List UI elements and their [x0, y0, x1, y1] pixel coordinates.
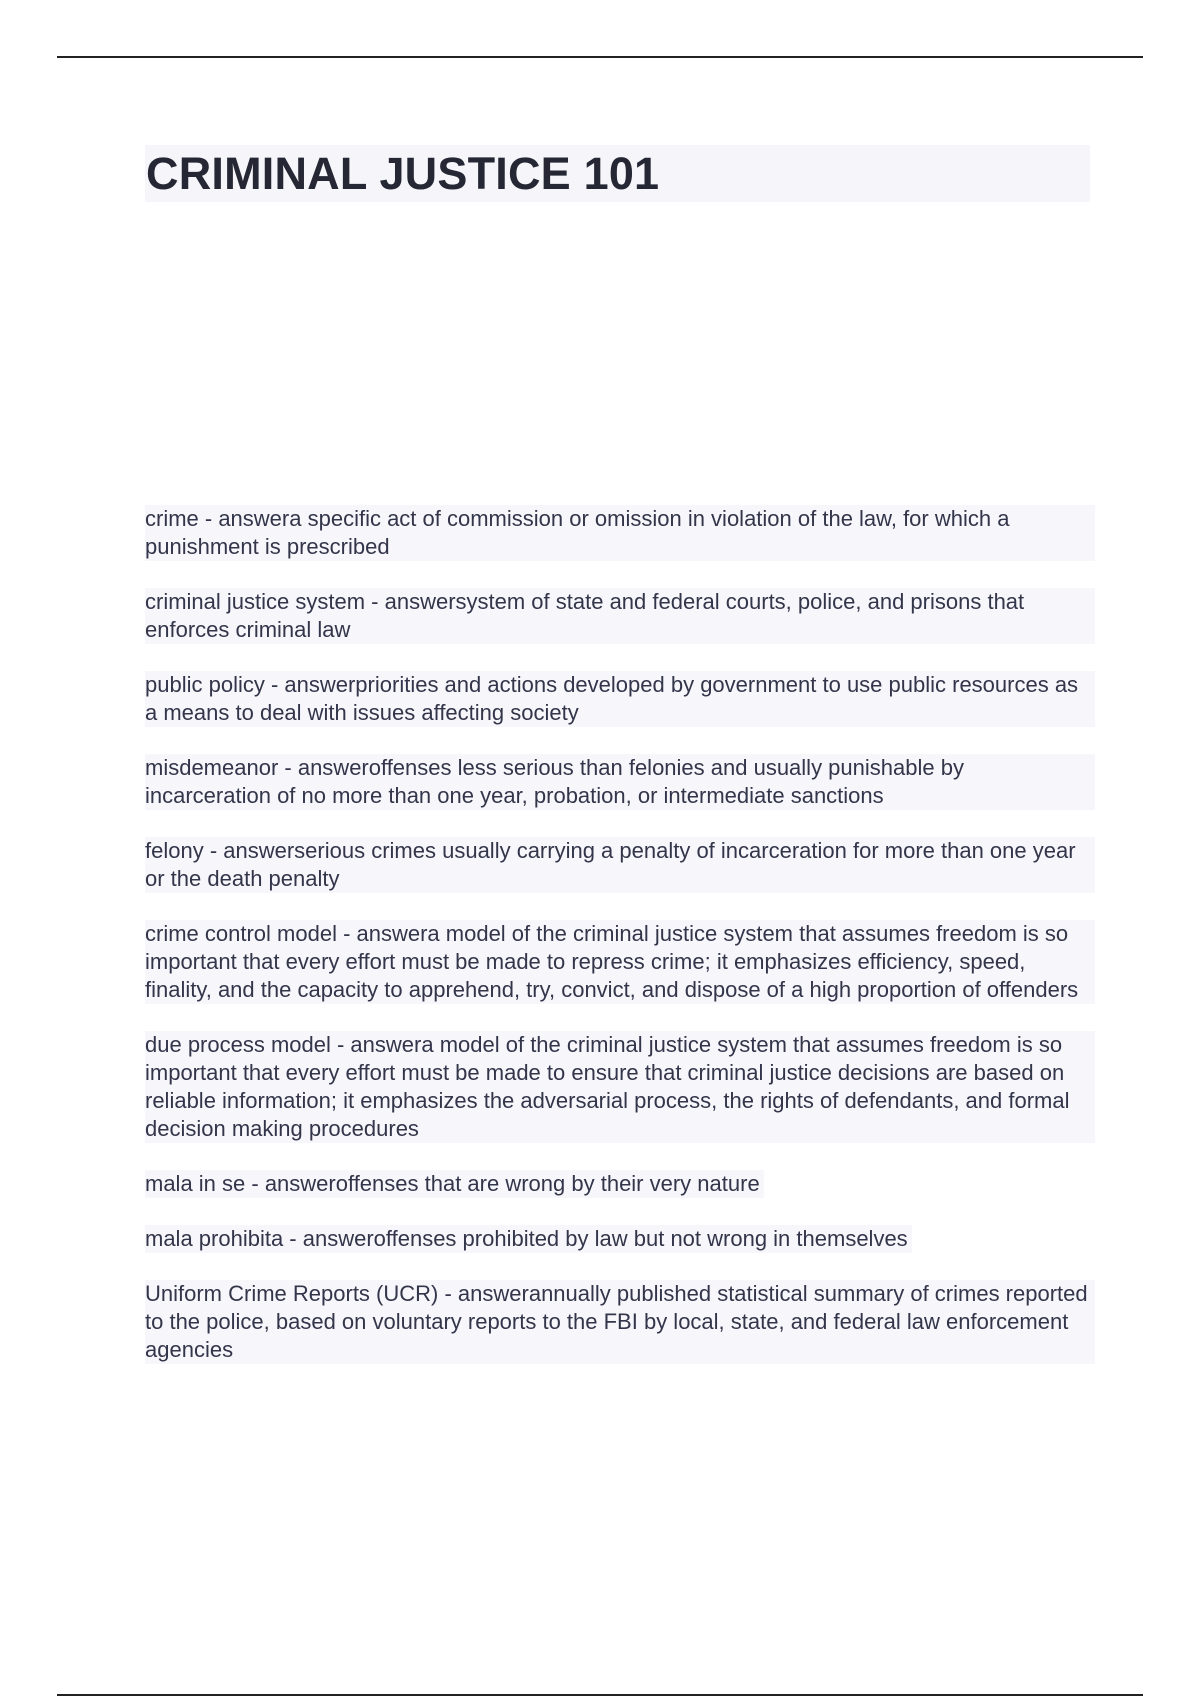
definition-entry: misdemeanor - answeroffenses less serious than felonies and usually punishable by incarceration of no more than one year, probation, or intermediate sanctions: [145, 754, 1095, 810]
definition-entry: felony - answerserious crimes usually carrying a penalty of incarceration for more than one year or the death penalty: [145, 837, 1095, 893]
definition-entry: public policy - answerpriorities and actions developed by government to use public resources as a means to deal with issues affecting society: [145, 671, 1095, 727]
definition-entry: mala prohibita - answeroffenses prohibited by law but not wrong in themselves: [145, 1225, 912, 1253]
definition-entry: crime control model - answera model of the criminal justice system that assumes freedom is so important that every effort must be made to repress crime; it emphasizes efficiency, speed, finality, and the capacity to apprehend, try, convict, and dispose of a high proportion of offenders: [145, 920, 1095, 1004]
definition-entry: Uniform Crime Reports (UCR) - answerannually published statistical summary of crimes reported to the police, based on voluntary reports to the FBI by local, state, and federal law enforcement agencies: [145, 1280, 1095, 1364]
definition-entry: crime - answera specific act of commission or omission in violation of the law, for which a punishment is prescribed: [145, 505, 1095, 561]
definition-entry: criminal justice system - answersystem of state and federal courts, police, and prisons that enforces criminal law: [145, 588, 1095, 644]
definition-entry: mala in se - answeroffenses that are wrong by their very nature: [145, 1170, 764, 1198]
definition-list: [145, 505, 1095, 1391]
page-title: CRIMINAL JUSTICE 101: [146, 148, 660, 199]
top-divider: [57, 56, 1143, 58]
bottom-divider: [57, 1694, 1143, 1696]
definition-entry: due process model - answera model of the criminal justice system that assumes freedom is so important that every effort must be made to ensure that criminal justice decisions are based on reliable information; it emphasizes the adversarial process, the rights of defendants, and formal decision making procedures: [145, 1031, 1095, 1143]
